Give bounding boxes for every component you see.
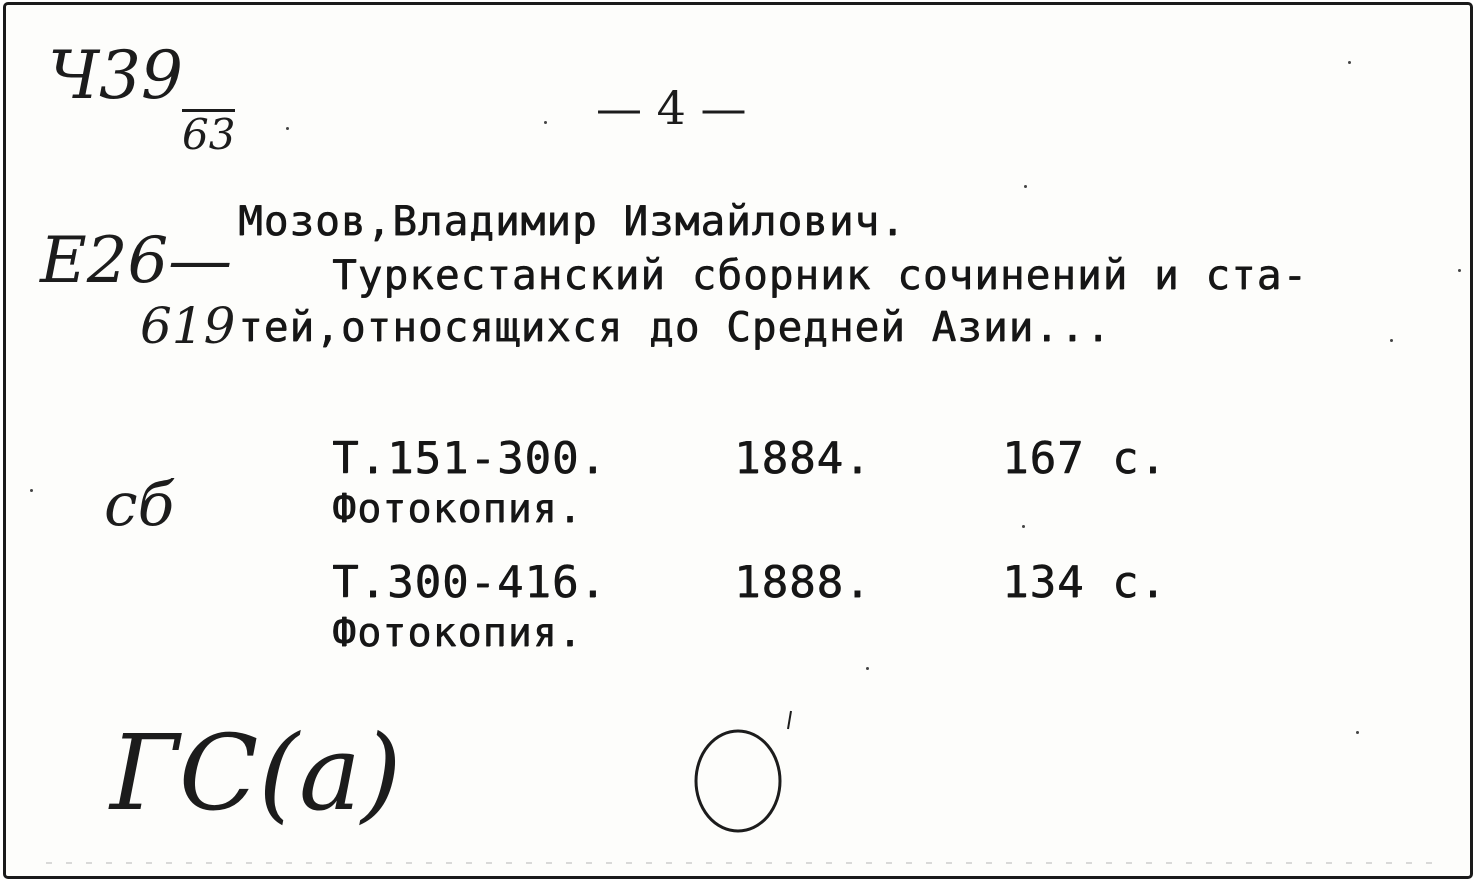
speck bbox=[1022, 525, 1025, 528]
bottom-note: ГС(а) bbox=[110, 712, 402, 834]
page-number: — 4 — bbox=[596, 81, 747, 135]
shelf-mark-top: Ч39 bbox=[48, 37, 183, 114]
shelf-mark-sub: 63 bbox=[182, 110, 236, 159]
speck bbox=[1348, 61, 1351, 64]
speck bbox=[1024, 185, 1027, 188]
speck bbox=[1458, 269, 1461, 272]
speck bbox=[30, 489, 33, 492]
volume-1-year: 1884. bbox=[734, 433, 872, 484]
title-line-1: Туркестанский сборник сочинений и ста- bbox=[332, 251, 1308, 299]
margin-note: сб bbox=[104, 470, 175, 540]
circle-mark-icon bbox=[6, 5, 1470, 876]
volume-1-format: Фотокопия. bbox=[332, 486, 583, 532]
speck bbox=[866, 667, 869, 670]
volume-1-pages: 167 с. bbox=[1002, 433, 1167, 484]
title-line-2: тей,относящихся до Средней Азии... bbox=[238, 303, 1112, 351]
speck bbox=[286, 127, 289, 130]
volume-1-range: Т.151-300. bbox=[332, 433, 607, 484]
volume-2-range: Т.300-416. bbox=[332, 557, 607, 608]
speck bbox=[544, 121, 547, 124]
author-heading: Мозов,Владимир Измайлович. bbox=[238, 197, 906, 245]
volume-2-format: Фотокопия. bbox=[332, 610, 583, 656]
catalog-card bbox=[3, 2, 1473, 879]
volume-2-year: 1888. bbox=[734, 557, 872, 608]
shelf-mark-side-bottom: 619 bbox=[140, 297, 236, 355]
speck bbox=[1356, 731, 1359, 734]
volume-2-pages: 134 с. bbox=[1002, 557, 1167, 608]
shelf-mark-side-top: Е26— bbox=[40, 224, 233, 298]
speck bbox=[1390, 339, 1393, 342]
